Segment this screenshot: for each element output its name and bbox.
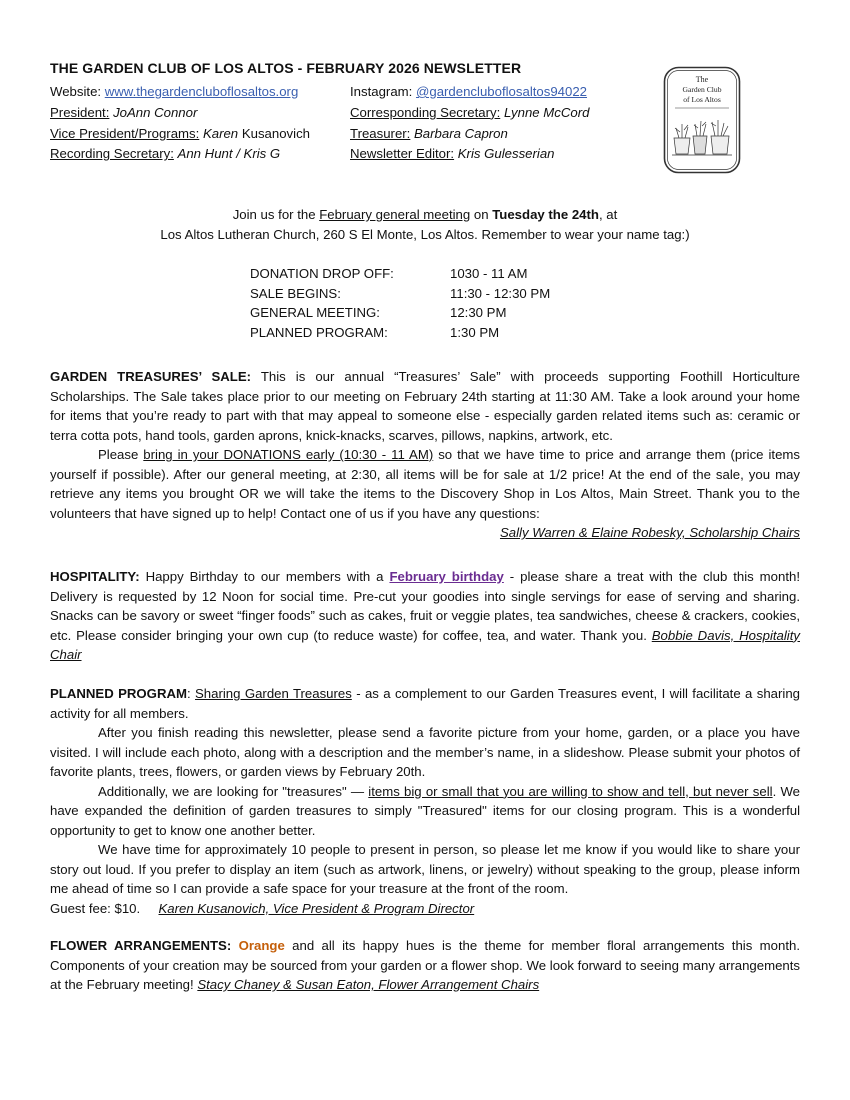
schedule-row bbox=[250, 284, 550, 304]
schedule-label: PLANNED PROGRAM: bbox=[250, 324, 388, 340]
sale-paragraph-1 bbox=[50, 367, 800, 445]
editor-name: Kris Gulesserian bbox=[457, 146, 555, 162]
flowers-paragraph bbox=[50, 936, 800, 995]
general-meeting-link[interactable]: February general meeting bbox=[319, 207, 471, 222]
editor-line bbox=[350, 144, 589, 165]
logo-line-3: of Los Altos bbox=[683, 95, 721, 104]
schedule-time: 1030 - 11 AM bbox=[450, 266, 528, 281]
sale-signature: Sally Warren & Elaine Robesky, Scholarship Chairs bbox=[499, 525, 800, 540]
vp-line bbox=[50, 124, 310, 145]
intro-text: Join us for the bbox=[232, 207, 320, 222]
sale-text-1: This is our annual “Treasures’ Sale” with proceeds supporting Foothill Horticulture Scholarships. The Sale takes place prior to our meeting on February 24th starting at 11:30 AM. Take a look around your home for items that you’re ready to part with that may appeal to someone else - especially garden related items such as: ceramic or terra cotta pots, hand tools, garden aprons, knick-knacks, scarves, pillows, napkins, artwork, etc. bbox=[50, 369, 800, 443]
garden-club-logo-icon bbox=[663, 66, 741, 174]
schedule-label: GENERAL MEETING: bbox=[250, 305, 380, 321]
hospitality-signature: Bobbie Davis, Hospitality Chair bbox=[50, 627, 800, 662]
flowers-text: and all its happy hues is the theme for member floral arrangements this month. Components of your creation may be sourced from your garden or a flower shop. We look forward to seeing many arrangements at the February meeting! bbox=[50, 938, 800, 992]
schedule-row bbox=[250, 303, 550, 323]
program-signature: Karen Kusanovich, Vice President & Program Director bbox=[158, 900, 475, 916]
sale-heading: GARDEN TREASURES’ SALE: bbox=[50, 369, 252, 384]
february-birthday-link[interactable]: February birthday bbox=[389, 569, 504, 584]
intro-text-post: , at bbox=[598, 207, 618, 222]
treasurer-label: Treasurer: bbox=[350, 125, 411, 141]
officers-left-column bbox=[50, 82, 310, 165]
hospitality-text-pre: Happy Birthday to our members with a bbox=[139, 569, 390, 584]
program-paragraph-2: After you finish reading this newsletter, please send a favorite picture from your home, garden, or a place you have visited. I will include each photo, along with a description and the member’s name, in a slideshow. Please submit your photos of favorite plants, trees, flowers, or garden views by February 20th. bbox=[50, 725, 800, 779]
program-text-3-pre: Additionally, we are looking for "treasures" — bbox=[98, 783, 369, 799]
hospitality-paragraph bbox=[50, 567, 800, 665]
schedule-time: 12:30 PM bbox=[450, 305, 507, 321]
show-and-tell-link: items big or small that you are willing to show and tell, but never sell bbox=[368, 783, 773, 799]
website-line bbox=[50, 82, 310, 103]
meeting-schedule bbox=[250, 264, 550, 342]
meeting-intro-line bbox=[50, 205, 800, 225]
program-paragraph-3 bbox=[50, 782, 800, 841]
instagram-link[interactable]: @gardencluboflosaltos94022 bbox=[415, 84, 588, 99]
schedule-label: SALE BEGINS: bbox=[250, 285, 341, 301]
president-label: President: bbox=[50, 104, 110, 120]
corresponding-label: Corresponding Secretary: bbox=[350, 104, 501, 120]
flowers-section bbox=[50, 936, 800, 995]
schedule-row bbox=[250, 264, 550, 284]
program-topic: Sharing Garden Treasures bbox=[195, 686, 352, 701]
guest-fee: Guest fee: $10. bbox=[50, 900, 159, 916]
sale-section bbox=[50, 367, 800, 543]
hospitality-section bbox=[50, 567, 800, 665]
treasurer-name: Barbara Capron bbox=[414, 125, 508, 141]
sale-paragraph-2 bbox=[50, 445, 800, 523]
flowers-heading: FLOWER ARRANGEMENTS: bbox=[50, 938, 232, 953]
recording-secretary-line bbox=[50, 144, 310, 165]
vp-name-first: Karen bbox=[202, 125, 239, 141]
instagram-label: Instagram: bbox=[350, 84, 413, 99]
program-section bbox=[50, 684, 800, 918]
meeting-intro bbox=[50, 205, 800, 245]
editor-label: Newsletter Editor: bbox=[350, 146, 455, 162]
instagram-line bbox=[350, 82, 589, 103]
vp-label: Vice President/Programs: bbox=[50, 125, 200, 141]
program-colon: : bbox=[186, 686, 196, 701]
donations-link: bring in your DONATIONS early (10:30 - 11 AM) bbox=[143, 447, 434, 462]
schedule-time: 11:30 - 12:30 PM bbox=[450, 285, 551, 301]
program-text-3-post: . We have expanded the definition of garden treasures to simply "Treasured" items for our closing program. This is a wonderful opportunity to get to know one another better. bbox=[50, 783, 801, 838]
schedule-row bbox=[250, 323, 550, 343]
meeting-date: Tuesday the 24th bbox=[492, 207, 599, 222]
program-paragraph-4: We have time for approximately 10 people to present in person, so please let me know if you would like to share your story out loud. If you prefer to display an item (such as artwork, linens, or jewelry) without speaking to the group, please inform me ahead of time so I can provide a safe space for your treasure at the front of the room. bbox=[50, 842, 800, 896]
program-fee-line bbox=[50, 899, 800, 919]
orange-theme: Orange bbox=[238, 938, 285, 953]
officers-right-column bbox=[350, 82, 589, 165]
flowers-signature: Stacy Chaney & Susan Eaton, Flower Arrangement Chairs bbox=[197, 977, 540, 992]
recording-name: Ann Hunt / Kris G bbox=[177, 146, 281, 162]
corresponding-name: Lynne McCord bbox=[503, 104, 590, 120]
program-heading: PLANNED PROGRAM bbox=[50, 686, 187, 701]
logo-line-1: The bbox=[695, 75, 709, 84]
schedule-label: DONATION DROP OFF: bbox=[250, 266, 394, 281]
logo-line-2: Garden Club bbox=[682, 85, 722, 94]
hospitality-heading: HOSPITALITY: bbox=[50, 569, 140, 584]
schedule-time: 1:30 PM bbox=[450, 324, 500, 340]
intro-text-mid: on bbox=[470, 207, 493, 222]
program-text-1: - as a complement to our Garden Treasures event, I will facilitate a sharing activity for all members. bbox=[50, 686, 800, 721]
vp-name-last: Kusanovich bbox=[241, 125, 311, 141]
sale-text-2-pre: Please bbox=[98, 447, 144, 462]
corresponding-secretary-line bbox=[350, 103, 589, 124]
meeting-location: Los Altos Lutheran Church, 260 S El Monte, Los Altos. Remember to wear your name tag:) bbox=[160, 227, 690, 242]
president-name: JoAnn Connor bbox=[113, 104, 198, 120]
president-line bbox=[50, 103, 310, 124]
sale-signature-line bbox=[50, 523, 800, 543]
newsletter-title: THE GARDEN CLUB OF LOS ALTOS - FEBRUARY 2026 NEWSLETTER bbox=[50, 60, 522, 76]
program-paragraph-1 bbox=[50, 684, 800, 723]
hospitality-text: - please share a treat with the club this month! Delivery is requested by 12 Noon for social time. Pre-cut your goodies into single servings for ease of serving and sharing. Snacks can be savory or sweet “finger foods” such as cakes, fruit or veggie plates, tea sandwiches, cheese & crackers, cookies, etc. Please consider bringing your own cup (to reduce waste) for coffee, tea, and water. Thank you. bbox=[50, 569, 800, 643]
website-label: Website: bbox=[50, 84, 102, 99]
sale-text-2-post: so that we have time to price and arrange them (price items yourself if possible). After our general meeting, at 2:30, all items will be for sale at 1/2 price! At the end of the sale, you may retrieve any items you brought OR we will take the items to the Discovery Shop in Los Altos, Main Street. Thank you to the volunteers that have signed up to help! Contact one of us if you have any questions: bbox=[50, 447, 800, 521]
recording-label: Recording Secretary: bbox=[50, 146, 174, 162]
website-link[interactable]: www.thegardencluboflosaltos.org bbox=[104, 84, 299, 99]
treasurer-line bbox=[350, 124, 589, 145]
